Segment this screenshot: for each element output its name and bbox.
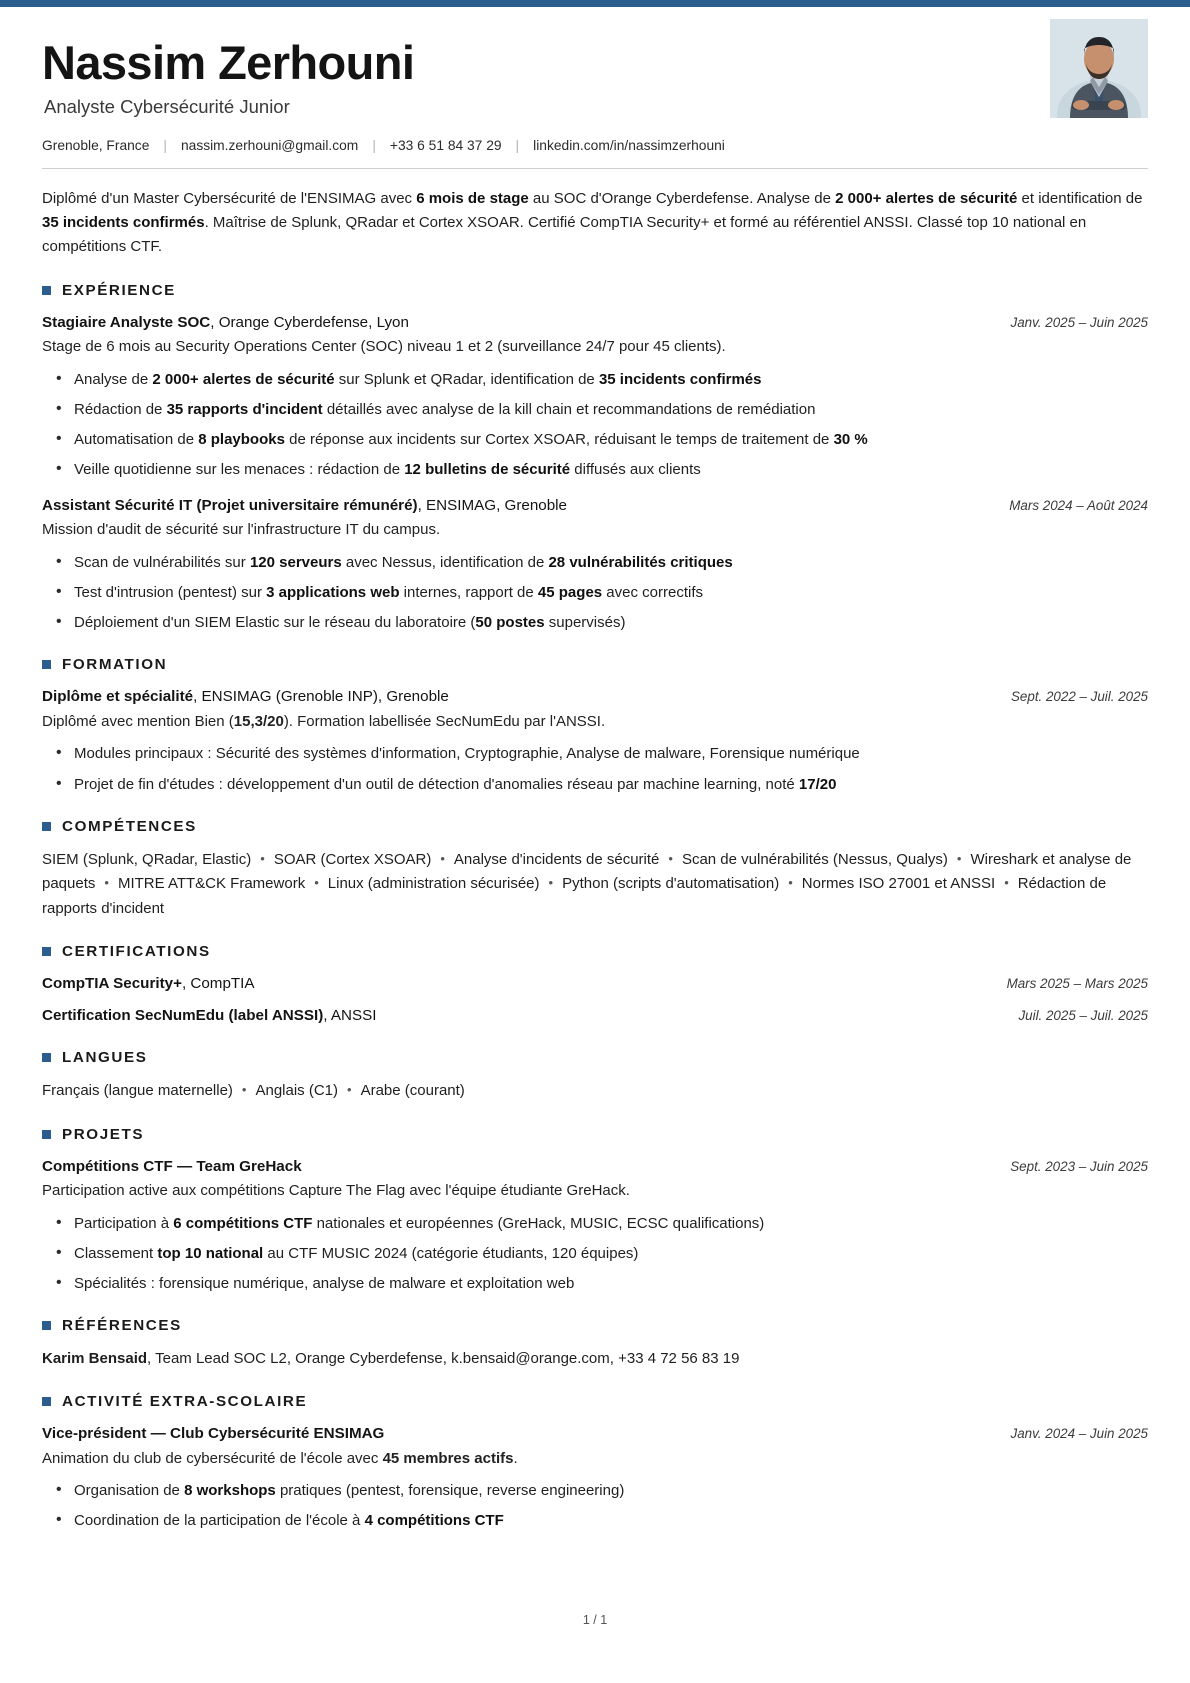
section-heading-label: EXPÉRIENCE [62,281,176,299]
certification-dates: Juil. 2025 – Juil. 2025 [1018,1007,1148,1023]
certification-title: Certification SecNumEdu (label ANSSI) [42,1006,324,1024]
entry-dates: Sept. 2022 – Juil. 2025 [1011,689,1148,705]
body-text: . [513,1449,518,1467]
bullet-item [74,458,1148,481]
certification-rows [42,973,1148,1028]
list-separator-icon: • [440,850,445,866]
emphasis-text: 35 incidents confirmés [598,370,762,388]
body-text: ). Formation labellisée SecNumEdu par l'ANSSI. [283,713,606,731]
body-text: détaillés avec analyse de la kill chain et recommandations de remédiation [322,400,816,418]
entry-header [42,686,1148,709]
contact-divider: | [372,137,376,153]
section-heading-competences [42,818,1148,835]
body-text: Analyse de [74,370,153,388]
entry-description: Mission d'audit de sécurité sur l'infrastructure IT du campus. [42,521,441,539]
top-accent-bar [0,0,1190,7]
experience-entries [42,312,1148,635]
bullet-item [74,1272,1148,1295]
bullet-item [74,1479,1148,1502]
body-text: de réponse aux incidents sur Cortex XSOAR, réduisant le temps de traitement de [284,431,834,449]
list-separator-icon: • [1004,875,1009,891]
body-text: Diplômé avec mention Bien ( [42,713,234,731]
skills-list [42,848,1148,921]
section-activite-extra-scolaire [42,1393,1148,1533]
section-heading-label: ACTIVITÉ EXTRA-SCOLAIRE [62,1392,308,1410]
emphasis-text: 35 incidents confirmés [42,213,205,231]
list-separator-icon: • [956,850,962,866]
list-item: SOAR (Cortex XSOAR) [273,850,432,868]
entry-description [42,1447,1148,1470]
entry-header [42,495,1148,518]
entry-role-org: , ENSIMAG, Grenoble [417,496,568,514]
bullet-item [74,611,1148,634]
section-heading-label: LANGUES [62,1049,148,1067]
list-separator-icon: • [104,875,109,891]
entry-header [42,1156,1148,1179]
list-item: Rédaction de rapports d'incident [42,875,1107,917]
emphasis-text: 45 pages [537,583,603,601]
entry-role-title: Diplôme et spécialité [42,688,194,706]
languages-list [42,1079,1148,1103]
section-heading-extra [42,1393,1148,1410]
bullet-item [74,1509,1148,1532]
emphasis-text: top 10 national [157,1244,264,1262]
entry-role [42,312,409,335]
entry-description: Stage de 6 mois au Security Operations Center (SOC) niveau 1 et 2 (surveillance 24/7 pour 45 clients). [42,338,726,356]
list-item: Linux (administration sécurisée) [327,875,540,893]
emphasis-text: 30 % [833,431,868,449]
body-text: Scan de vulnérabilités sur [74,553,250,571]
section-experience [42,282,1148,635]
list-item: Français (langue maternelle) [42,1082,233,1100]
entry-role-title: Assistant Sécurité IT (Projet universitaire rémunéré) [42,496,418,514]
body-text: Test d'intrusion (pentest) sur [74,583,267,601]
entry-role [42,686,449,709]
emphasis-text: 15,3/20 [233,713,284,731]
list-item: Anglais (C1) [255,1082,339,1100]
body-text: Veille quotidienne sur les menaces : rédaction de [74,461,405,479]
certification-name [42,1005,376,1028]
bullet-item [74,773,1148,796]
list-separator-icon: • [347,1082,352,1098]
bullet-item [74,1212,1148,1235]
section-certifications [42,943,1148,1028]
certification-row [42,1005,1148,1028]
body-text: Diplômé d'un Master Cybersécurité de l'ENSIMAG avec [42,189,417,207]
certification-row [42,973,1148,996]
body-text: et identification de [1017,189,1143,207]
list-item: Python (scripts d'automatisation) [562,875,780,893]
body-text: Automatisation de [74,431,199,449]
list-item: Analyse d'incidents de sécurité [453,850,660,868]
list-item: Arabe (courant) [360,1082,465,1100]
body-text: au SOC d'Orange Cyberdefense. Analyse de [528,189,836,207]
section-heading-certifications [42,943,1148,960]
emphasis-text: 45 membres actifs [382,1449,514,1467]
emphasis-text: 4 compétitions CTF [364,1512,504,1530]
bullet-item [74,581,1148,604]
contact-phone[interactable]: +33 6 51 84 37 29 [389,137,502,153]
list-separator-icon: • [241,1082,247,1098]
body-text: Animation du club de cybersécurité de l'école avec [42,1449,383,1467]
list-separator-icon: • [548,875,554,891]
resume-entry [42,686,1148,796]
section-heading-label: COMPÉTENCES [62,817,197,835]
entry-bullet-list [42,742,1148,796]
section-marker-icon [42,1397,51,1406]
list-item: MITRE ATT&CK Framework [117,875,306,893]
section-marker-icon [42,660,51,669]
body-text: nationales et européennes (GreHack, MUSIC, ECSC qualifications) [312,1214,765,1232]
list-separator-icon: • [314,875,319,891]
bullet-item [74,742,1148,765]
resume-header [42,7,1148,169]
certification-dates: Mars 2025 – Mars 2025 [1006,975,1148,991]
portrait-photo-icon [1050,19,1148,118]
contact-line [42,138,1148,153]
entry-dates: Mars 2024 – Août 2024 [1009,497,1148,513]
body-text: Participation à [74,1214,174,1232]
body-text: Modules principaux : Sécurité des systèmes d'information, Cryptographie, Analyse de malware, Forensique numérique [74,745,860,763]
body-text: internes, rapport de [399,583,538,601]
list-separator-icon: • [668,850,673,866]
entry-dates: Janv. 2024 – Juin 2025 [1010,1425,1148,1441]
body-text: Déploiement d'un SIEM Elastic sur le réseau du laboratoire ( [74,614,476,632]
list-item: Wireshark et analyse de paquets [42,850,1132,893]
section-heading-formation [42,656,1148,673]
body-text: Rédaction de [74,400,167,418]
entry-role-title: Stagiaire Analyste SOC [42,313,211,331]
section-formation [42,656,1148,796]
section-heading-label: RÉFÉRENCES [62,1317,182,1335]
list-separator-icon: • [788,875,793,891]
emphasis-text: 6 compétitions CTF [173,1214,313,1232]
list-item: Normes ISO 27001 et ANSSI [801,875,996,893]
emphasis-text: 50 postes [475,614,545,632]
page-indicator: 1 / 1 [582,1613,608,1627]
entry-bullet-list [42,551,1148,635]
section-heading-langues [42,1049,1148,1066]
reference-item [42,1347,1148,1370]
profile-summary [42,187,1148,260]
body-text: sur Splunk et QRadar, identification de [334,370,599,388]
emphasis-text: 120 serveurs [249,553,342,571]
emphasis-text: 6 mois de stage [416,189,529,207]
entry-role-title: Compétitions CTF — Team GreHack [42,1157,302,1175]
body-text: Coordination de la participation de l'école à [74,1512,365,1530]
emphasis-text: 28 vulnérabilités critiques [548,553,733,571]
contact-location: Grenoble, France [42,137,150,153]
entry-role [42,1156,302,1179]
certification-issuer: , CompTIA [181,974,255,992]
section-langues [42,1049,1148,1103]
page-footer [0,1613,1190,1627]
entry-bullet-list [42,1212,1148,1296]
entry-header [42,312,1148,335]
section-marker-icon [42,286,51,295]
emphasis-text: 8 playbooks [198,431,285,449]
emphasis-text: 35 rapports d'incident [166,400,323,418]
resume-entry [42,1156,1148,1296]
entry-role [42,1423,384,1446]
contact-linkedin[interactable]: linkedin.com/in/nassimzerhouni [533,137,725,153]
bullet-item [74,1242,1148,1265]
emphasis-text: 17/20 [798,775,837,793]
certification-name [42,973,255,996]
reference-name: Karim Bensaid [42,1350,148,1368]
job-title: Analyste Cybersécurité Junior [44,95,290,117]
reference-details: , Team Lead SOC L2, Orange Cyberdefense, k.bensaid@orange.com, +33 4 72 56 83 19 [147,1350,740,1368]
extra-entries [42,1423,1148,1533]
body-text: avec correctifs [602,583,704,601]
emphasis-text: 8 workshops [184,1481,276,1499]
section-heading-label: PROJETS [62,1125,145,1143]
contact-divider: | [163,137,167,153]
resume-entry [42,1423,1148,1533]
list-separator-icon: • [260,850,265,866]
body-text: diffusés aux clients [570,461,701,479]
section-heading-label: FORMATION [62,656,168,674]
body-text: pratiques (pentest, forensique, reverse engineering) [275,1481,625,1499]
entry-role-org: , Orange Cyberdefense, Lyon [210,313,409,331]
section-marker-icon [42,1130,51,1139]
section-references [42,1317,1148,1370]
entry-bullet-list [42,368,1148,482]
resume-entry [42,495,1148,635]
body-text: avec Nessus, identification de [341,553,549,571]
entry-bullet-list [42,1479,1148,1533]
contact-divider: | [515,137,520,153]
section-marker-icon [42,1053,51,1062]
body-text: Classement [74,1244,158,1262]
entry-header [42,1423,1148,1446]
certification-title: CompTIA Security+ [42,974,182,992]
entry-dates: Janv. 2025 – Juin 2025 [1010,314,1148,330]
body-text: supervisés) [544,614,626,632]
bullet-item [74,551,1148,574]
page-title: Nassim Zerhouni [42,36,415,89]
list-item: SIEM (Splunk, QRadar, Elastic) [42,850,252,868]
bullet-item [74,398,1148,421]
section-heading-label: CERTIFICATIONS [62,942,211,960]
entry-dates: Sept. 2023 – Juin 2025 [1010,1158,1148,1174]
certification-issuer: , ANSSI [323,1006,377,1024]
emphasis-text: 3 applications web [266,583,400,601]
body-text: Organisation de [74,1481,185,1499]
body-text: Projet de fin d'études : développement d'un outil de détection d'anomalies réseau par machine learning, noté [74,775,799,793]
section-competences [42,818,1148,921]
avatar [1050,19,1148,118]
section-heading-references [42,1317,1148,1334]
section-marker-icon [42,822,51,831]
emphasis-text: 12 bulletins de sécurité [404,461,571,479]
body-text: au CTF MUSIC 2024 (catégorie étudiants, 120 équipes) [263,1244,639,1262]
section-heading-experience [42,282,1148,299]
header-divider [42,168,1148,169]
section-projets [42,1126,1148,1296]
body-text: Spécialités : forensique numérique, analyse de malware et exploitation web [74,1275,575,1293]
body-text: . Maîtrise de Splunk, QRadar et Cortex XSOAR. Certifié CompTIA Security+ et formé au référentiel ANSSI. Classé top 10 national en compétitions CTF. [42,213,1087,256]
entry-role-org: , ENSIMAG (Grenoble INP), Grenoble [193,688,449,706]
emphasis-text: 2 000+ alertes de sécurité [152,370,335,388]
entry-description: Participation active aux compétitions Capture The Flag avec l'équipe étudiante GreHack. [42,1182,630,1200]
entry-role [42,495,567,518]
section-marker-icon [42,947,51,956]
section-marker-icon [42,1321,51,1330]
entry-role-title: Vice-président — Club Cybersécurité ENSIMAG [42,1424,385,1442]
formation-entries [42,686,1148,796]
section-heading-projets [42,1126,1148,1143]
bullet-item [74,368,1148,391]
list-item: Scan de vulnérabilités (Nessus, Qualys) [681,850,948,868]
emphasis-text: 2 000+ alertes de sécurité [835,189,1018,207]
contact-email[interactable]: nassim.zerhouni@gmail.com [180,137,359,153]
project-entries [42,1156,1148,1296]
resume-entry [42,312,1148,482]
entry-description [42,710,1148,733]
bullet-item [74,428,1148,451]
